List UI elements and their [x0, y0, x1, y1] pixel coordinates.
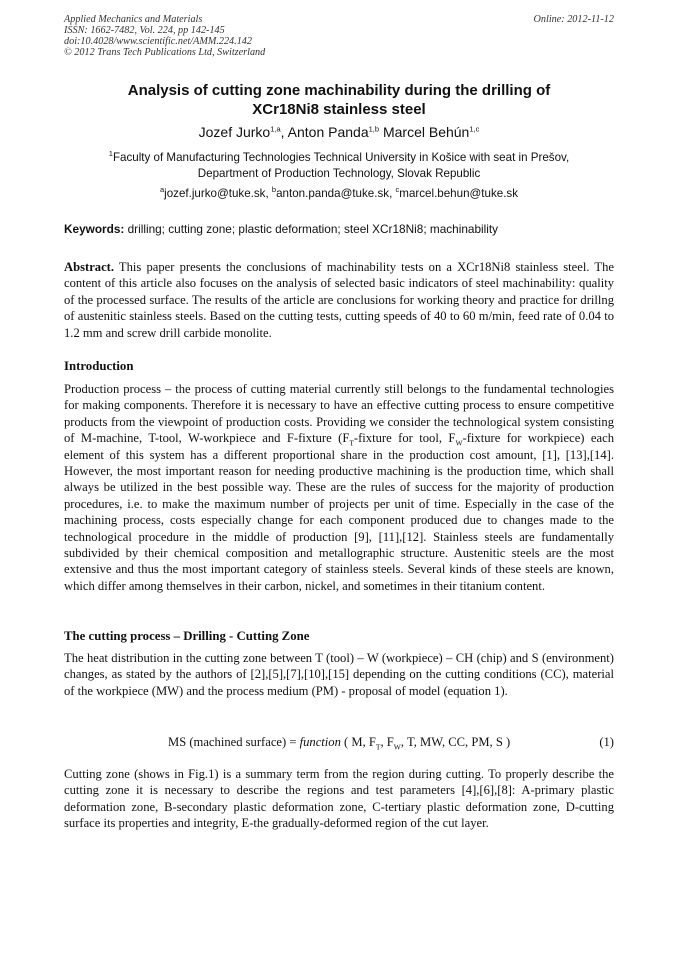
- affiliation-line-1: [64, 150, 614, 166]
- author-name: Jozef Jurko: [198, 124, 271, 140]
- journal-name: Applied Mechanics and Materials: [64, 14, 203, 25]
- equation-subscript-t: T: [375, 742, 381, 752]
- intro-text-part-3: -fixture for workpiece) each element of this system has a different proportional share in the production cost amount, [1], [13],[14]. However, the most important reason for needing productive machining is the production time, which shall always be utilized in the best possible way. These are the rules of success for the majority of production procedures, i.e. to make the maximum number of projects per unit of time. Especially in the case of the machining process, costs especially change for each component produced due to changes made to the technological procedure in the middle of production [9], [11],[12]. Stainless steels are fundamentally subdivided by their chemical composition and metallographic structure. Austenitic steels are the most extensive and thus the most important category of stainless steels. Several kinds of these steels are known, which differ among themselves in their carbon, nickel, and sometimes in their titanium content.: [64, 431, 615, 593]
- email-separator: ,: [265, 187, 272, 200]
- keywords-label: Keywords:: [64, 222, 125, 236]
- author-name: Anton Panda: [287, 124, 369, 140]
- author-affiliation-mark: 1,b: [368, 124, 380, 134]
- equation-expression: [168, 735, 510, 750]
- subscript-t: T: [349, 438, 354, 448]
- subscript-w: W: [455, 438, 463, 448]
- email-mark: c: [395, 185, 400, 195]
- email-link[interactable]: marcel.behun@tuke.sk: [399, 187, 519, 200]
- author-separator: ,: [280, 124, 288, 140]
- author-list: [64, 124, 614, 140]
- author-name: Marcel Behún: [382, 124, 470, 140]
- affiliation: [64, 150, 614, 182]
- intro-text-part-1: Production process – the process of cutting material currently still belongs to the fundamental technologies for making components. Therefore it is necessary to have an effective cutting process to ensure competitive products from the viewpoint of production costs. Providing we consider the technological system consisting of M-machine, T-tool, W-workpiece and F-fixture (F: [64, 382, 614, 446]
- affiliation-text-1: Faculty of Manufacturing Technologies Technical University in Košice with seat in Prešov,: [112, 151, 570, 164]
- journal-doi: doi:10.4028/www.scientific.net/AMM.224.142: [64, 36, 252, 47]
- journal-issn: ISSN: 1662-7482, Vol. 224, pp 142-145: [64, 25, 225, 36]
- cutting-process-heading: The cutting process – Drilling - Cutting Zone: [64, 629, 310, 643]
- author-affiliation-mark: 1,a: [270, 124, 281, 134]
- intro-text-part-2: -fixture for tool, F: [353, 431, 456, 446]
- equation-args-3: , T, MW, CC, PM, S ): [400, 735, 511, 749]
- abstract-text: This paper presents the conclusions of machinability tests on a XCr18Ni8 stainless steel. The content of this article also focuses on the analysis of selected basic indicators of steel machinability: quality of the processed surface. The results of the article are conclusions for working theory and practice for drillng of austenitic stainless steels. Based on the cutting tests, cutting speeds of 40 to 60 m/min, feed rate of 0.04 to 1.2 mm and screw drill carbide monolite.: [64, 260, 614, 340]
- abstract-label: Abstract.: [64, 260, 115, 274]
- affiliation-line-2: Department of Production Technology, Slovak Republic: [197, 167, 481, 180]
- equation-subscript-w: W: [393, 742, 401, 752]
- email-mark: b: [271, 185, 277, 195]
- affiliation-mark: 1: [108, 149, 113, 159]
- author-emails: [64, 187, 614, 200]
- keywords: [64, 222, 616, 236]
- introduction-heading: Introduction: [64, 359, 134, 373]
- cutting-zone-text: Cutting zone (shows in Fig.1) is a summary term from the region during cutting. To properly describe the cutting zone it is necessary to describe the regions and test parameters [4],[6],[8]: A-primary plastic deformation zone, B-secondary plastic deformation zone, C-tertiary plastic deformation zone, D-cutting surface its properties and integrity, E-the gradually-deformed region of the cut layer.: [64, 767, 614, 831]
- introduction-text: [64, 381, 614, 594]
- equation-function: function: [299, 735, 341, 749]
- equation-lhs: MS (machined surface) =: [168, 735, 300, 749]
- email-link[interactable]: jozef.jurko@tuke.sk: [164, 187, 266, 200]
- journal-header: [64, 14, 624, 58]
- author-affiliation-mark: 1,c: [469, 124, 480, 134]
- title-line-1: Analysis of cutting zone machinability during the drilling of: [127, 82, 551, 99]
- online-date: Online: 2012-11-12: [533, 14, 614, 25]
- equation-args-1: ( M, F: [340, 735, 376, 749]
- cutting-process-text: The heat distribution in the cutting zone between T (tool) – W (workpiece) – CH (chip) and S (environment) changes, as stated by the authors of [2],[5],[7],[10],[15] depending on the cutting conditions (CC), material of the workpiece (MW) and the process medium (PM) - proposal of model (equation 1).: [64, 651, 614, 698]
- email-separator: ,: [389, 187, 396, 200]
- equation-number: (1): [599, 735, 614, 749]
- email-link[interactable]: anton.panda@tuke.sk: [276, 187, 390, 200]
- abstract: [64, 259, 614, 341]
- title-line-2: XCr18Ni8 stainless steel: [252, 100, 426, 118]
- email-mark: a: [159, 185, 165, 195]
- keywords-text: drilling; cutting zone; plastic deformation; steel XCr18Ni8; machinability: [124, 222, 499, 236]
- journal-copyright: © 2012 Trans Tech Publications Ltd, Switzerland: [64, 47, 266, 58]
- paper-title: [64, 82, 614, 119]
- equation-args-2: , F: [380, 735, 394, 749]
